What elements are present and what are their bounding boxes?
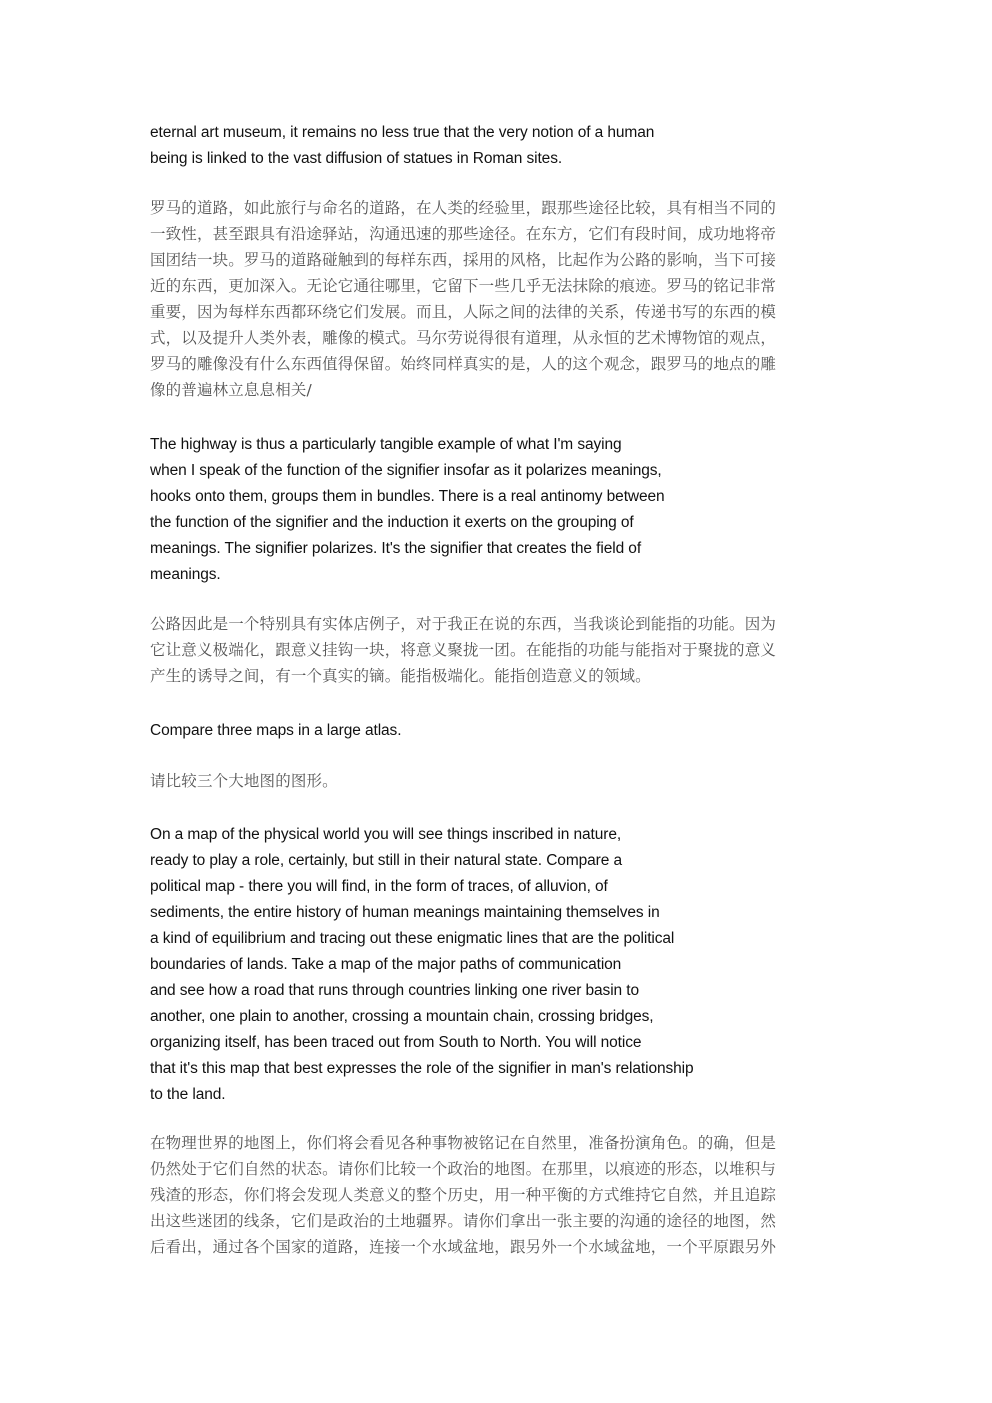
text-line: that it's this map that best expresses the role of the signifier in man's relationship <box>150 1060 694 1077</box>
text-line: political map - there you will find, in the form of traces, of alluvion, of <box>150 878 608 895</box>
text-line: 重要，因为每样东西都环绕它们发展。而且，人际之间的法律的关系，传递书写的东西的模 <box>150 303 777 321</box>
paragraph-zh-2 <box>150 611 844 689</box>
text-line: 罗马的雕像没有什么东西值得保留。始终同样真实的是，人的这个观念，跟罗马的地点的雕 <box>150 355 777 373</box>
text-line: 它让意义极端化，跟意义挂钩一块，将意义聚拢一团。在能指的功能与能指对于聚拢的意义 <box>150 641 777 659</box>
paragraph-en-4 <box>150 822 694 1108</box>
paragraph-zh-4 <box>150 1130 844 1260</box>
text-line: ready to play a role, certainly, but still in their natural state. Compare a <box>150 852 622 869</box>
paragraph-en-1 <box>150 120 654 172</box>
text-line: 产生的诱导之间，有一个真实的镝。能指极端化。能指创造意义的领域。 <box>150 667 651 685</box>
text-line: The highway is thus a particularly tangible example of what I'm saying <box>150 436 622 453</box>
text-line: hooks onto them, groups them in bundles. There is a real antinomy between <box>150 488 665 505</box>
text-line: when I speak of the function of the signifier insofar as it polarizes meanings, <box>150 462 662 479</box>
text-line: 仍然处于它们自然的状态。请你们比较一个政治的地图。在那里，以痕迹的形态，以堆积与 <box>150 1160 777 1178</box>
text-line: 近的东西，更加深入。无论它通往哪里，它留下一些几乎无法抹除的痕迹。罗马的铭记非常 <box>150 277 777 295</box>
text-line: 罗马的道路，如此旅行与命名的道路，在人类的经验里，跟那些途径比较，具有相当不同的 <box>150 199 777 217</box>
text-line: 式，以及提升人类外表，雕像的模式。马尔劳说得很有道理，从永恒的艺术博物馆的观点， <box>150 329 777 347</box>
text-line: and see how a road that runs through countries linking one river basin to <box>150 982 640 999</box>
text-line: 一致性，甚至跟具有沿途驿站，沟通迅速的那些途径。在东方，它们有段时间，成功地将帝 <box>150 225 777 243</box>
text-line: 出这些迷团的线条，它们是政治的土地疆界。请你们拿出一张主要的沟通的途径的地图，然 <box>150 1212 777 1230</box>
paragraph-en-2 <box>150 432 665 588</box>
text-line: the function of the signifier and the induction it exerts on the grouping of <box>150 514 634 531</box>
text-line: 国团结一块。罗马的道路碰触到的每样东西，採用的风格，比起作为公路的影响，当下可接 <box>150 251 777 269</box>
text-line: meanings. The signifier polarizes. It's the signifier that creates the field of <box>150 540 642 557</box>
text-line: 请比较三个大地图的图形。 <box>150 772 338 790</box>
text-line: 残渣的形态，你们将会发现人类意义的整个历史，用一种平衡的方式维持它自然，并且追踪 <box>150 1186 777 1204</box>
text-line: Compare three maps in a large atlas. <box>150 722 402 739</box>
text-line: to the land. <box>150 1086 226 1103</box>
text-line: On a map of the physical world you will see things inscribed in nature, <box>150 826 622 843</box>
text-line: 公路因此是一个特别具有实体店例子，对于我正在说的东西，当我谈论到能指的功能。因为 <box>150 615 777 633</box>
text-line: sediments, the entire history of human meanings maintaining themselves in <box>150 904 660 921</box>
text-line: another, one plain to another, crossing a mountain chain, crossing bridges, <box>150 1008 654 1025</box>
paragraph-en-3 <box>150 718 401 744</box>
text-line: organizing itself, has been traced out from South to North. You will notice <box>150 1034 642 1051</box>
text-line: meanings. <box>150 566 221 583</box>
text-line: 在物理世界的地图上，你们将会看见各种事物被铭记在自然里，准备扮演角色。的确，但是 <box>150 1134 777 1152</box>
paragraph-zh-1 <box>150 195 844 403</box>
text-line: a kind of equilibrium and tracing out these enigmatic lines that are the political <box>150 930 675 947</box>
paragraph-zh-3 <box>150 768 844 794</box>
text-line: boundaries of lands. Take a map of the major paths of communication <box>150 956 622 973</box>
text-line: 像的普遍林立息息相关/ <box>150 381 312 399</box>
text-line: 后看出，通过各个国家的道路，连接一个水域盆地，跟另外一个水域盆地，一个平原跟另外 <box>150 1238 777 1256</box>
text-line: eternal art museum, it remains no less true that the very notion of a human <box>150 124 655 141</box>
text-line: being is linked to the vast diffusion of statues in Roman sites. <box>150 150 563 167</box>
